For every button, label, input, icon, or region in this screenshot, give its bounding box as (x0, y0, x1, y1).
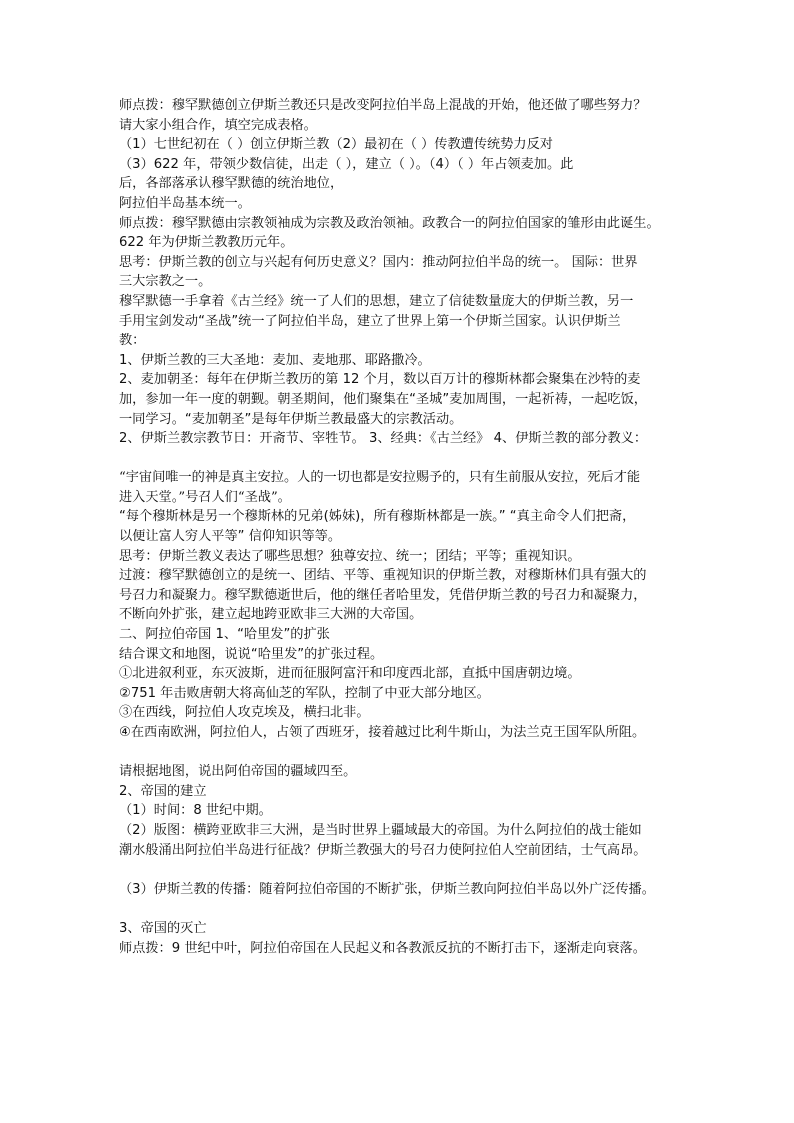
document-body (119, 96, 687, 958)
text-line: 请大家小组合作，填空完成表格。 (119, 117, 317, 133)
text-line: 过渡：穆罕默德创立的是统一、团结、平等、重视知识的伊斯兰教，对穆斯林们具有强大的 (119, 568, 647, 584)
blank-line (119, 449, 687, 469)
text-line: 请根据地图，说出阿伯帝国的疆域四至。 (119, 764, 357, 780)
text-line: 加，参加一年一度的朝觐。朝圣期间，他们聚集在“圣城”麦加周围，一起祈祷，一起吃饭， (119, 391, 647, 407)
text-line: 穆罕默德一手拿着《古兰经》统一了人们的思想，建立了信徒数量庞大的伊斯兰教，另一 (119, 293, 634, 309)
text-line: 以便让富人穷人平等” 信仰知识等等。 (119, 529, 342, 545)
text-line: 阿拉伯半岛基本统一。 (119, 195, 251, 211)
text-line: （1）七世纪初在（ ）创立伊斯兰教（2）最初在（ ）传教遭传统势力反对 (119, 137, 553, 153)
text-line: “每个穆斯林是另一个穆斯林的兄弟(姊妹)，所有穆斯林都是一族。” “真主命令人们把斋， (119, 509, 636, 525)
text-line: 手用宝剑发动“圣战”统一了阿拉伯半岛，建立了世界上第一个伊斯兰国家。认识伊斯兰 (119, 313, 621, 329)
blank-line (119, 743, 687, 763)
text-line: 思考：伊斯兰教的创立与兴起有何历史意义？国内：推动阿拉伯半岛的统一。 国际：世界 (119, 254, 638, 270)
blank-line (119, 899, 687, 919)
text-line: 师点拨：穆罕默德创立伊斯兰教还只是改变阿拉伯半岛上混战的开始，他还做了哪些努力？ (119, 98, 647, 113)
text-line: 号召力和凝聚力。穆罕默德逝世后，他的继任者哈里发，凭借伊斯兰教的号召力和凝聚力， (119, 587, 647, 603)
text-line: 思考：伊斯兰教义表达了哪些思想？独尊安拉、统一；团结；平等；重视知识。 (119, 548, 581, 564)
text-line: 622 年为伊斯兰教教历元年。 (119, 235, 294, 251)
text-line: （3）622 年，带领少数信徒，出走（ ），建立（ ）。（4）（ ）年占领麦加。此 (119, 156, 574, 172)
text-line: 教： (119, 333, 146, 349)
text-line: （1）时间：8 世纪中期。 (119, 803, 272, 819)
text-line: ①北进叙利亚，东灭波斯，进而征服阿富汗和印度西北部，直抵中国唐朝边境。 (119, 666, 581, 682)
text-line: 师点拨：9 世纪中叶，阿拉伯帝国在人民起义和各教派反抗的不断打击下，逐渐走向衰落。 (119, 940, 646, 956)
blank-line (119, 860, 687, 880)
text-line: 师点拨：穆罕默德由宗教领袖成为宗教及政治领袖。政教合一的阿拉伯国家的雏形由此诞生。 (119, 215, 660, 231)
text-line: 不断向外扩张，建立起地跨亚欧非三大洲的大帝国。 (119, 607, 423, 623)
text-line: 一同学习。“麦加朝圣”是每年伊斯兰教最盛大的宗教活动。 (119, 411, 463, 427)
text-line: 1、伊斯兰教的三大圣地：麦加、麦地那、耶路撒冷。 (119, 352, 431, 368)
text-line: 2、麦加朝圣：每年在伊斯兰教历的第 12 个月，数以百万计的穆斯林都会聚集在沙特的麦 (119, 372, 641, 388)
text-line: 进入天堂。”号召人们“圣战”。 (119, 489, 291, 505)
section-heading: 二、阿拉伯帝国 1、“哈里发”的扩张 (119, 627, 330, 643)
text-line: （3）伊斯兰教的传播：随着阿拉伯帝国的不断扩张，伊斯兰教向阿拉伯半岛以外广泛传播。 (119, 881, 655, 897)
text-line: ④在西南欧洲，阿拉伯人，占领了西班牙，接着越过比利牛斯山，为法兰克王国军队所阻。 (119, 725, 646, 740)
text-line: “宇宙间唯一的神是真主安拉。人的一切也都是安拉赐予的，只有生前服从安拉，死后才能 (119, 470, 641, 486)
text-line: 2、伊斯兰教宗教节日：开斋节、宰牲节。 3、经典：《古兰经》 4、伊斯兰教的部分教义： (119, 431, 648, 447)
text-line: ②751 年击败唐朝大将高仙芝的军队，控制了中亚大部分地区。 (119, 685, 490, 701)
text-line: （2）版图：横跨亚欧非三大洲，是当时世界上疆域最大的帝国。为什么阿拉伯的战士能如 (119, 822, 642, 838)
text-line: 潮水般涌出阿拉伯半岛进行征战？伊斯兰教强大的号召力使阿拉伯人空前团结，士气高昂。 (119, 842, 647, 858)
text-line: 结合课文和地图，说说“哈里发”的扩张过程。 (119, 646, 384, 662)
text-line: 三大宗教之一。 (119, 274, 212, 290)
subsection-heading: 2、帝国的建立 (119, 783, 207, 799)
text-line: ③在西线，阿拉伯人攻克埃及，横扫北非。 (119, 705, 370, 721)
subsection-heading: 3、帝国的灭亡 (119, 920, 207, 936)
text-line: 后，各部落承认穆罕默德的统治地位， (119, 176, 344, 192)
